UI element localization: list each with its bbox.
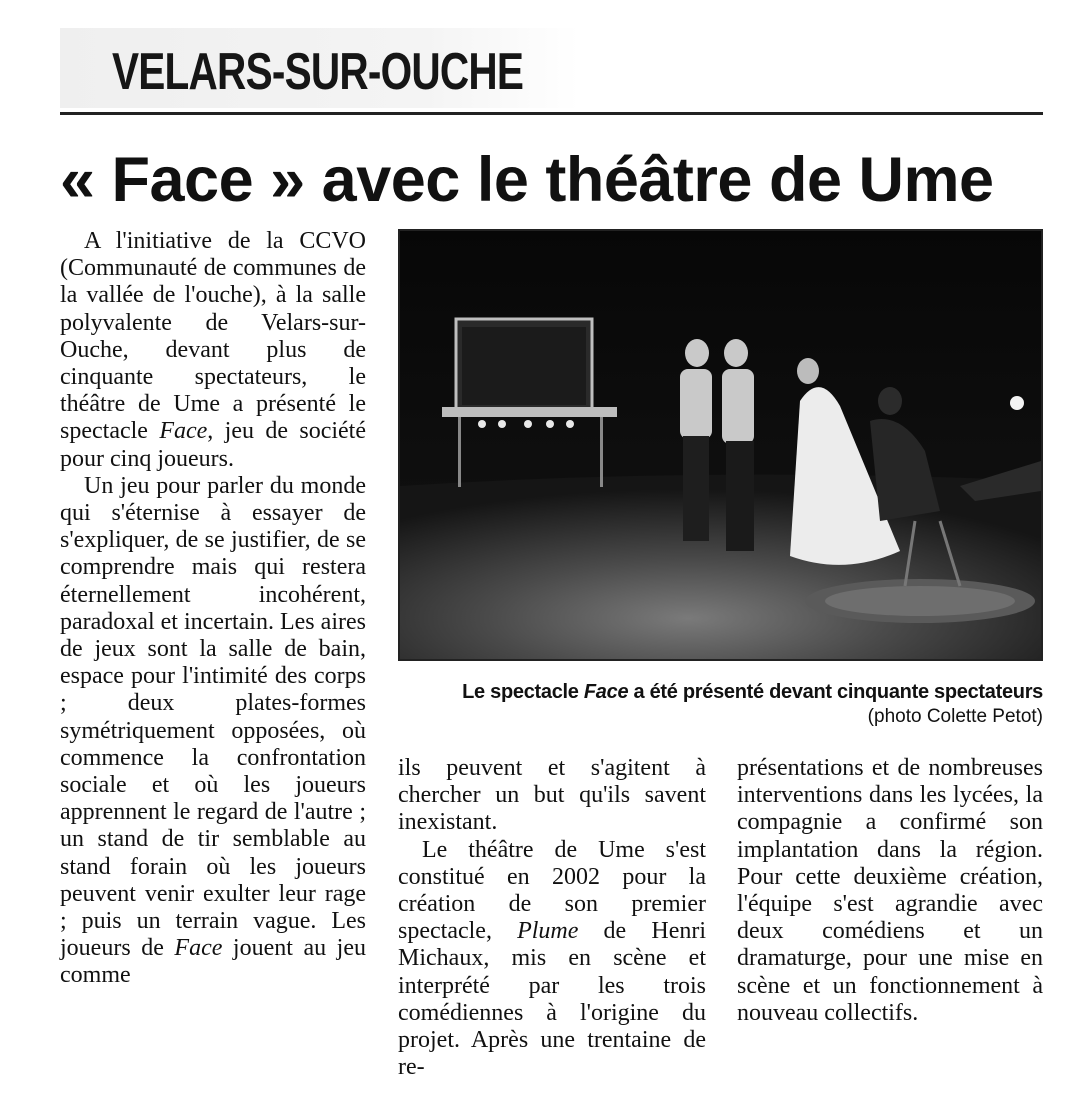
text-run: a été présenté devant cinquante spectateurs bbox=[628, 681, 1043, 703]
show-title: Face bbox=[174, 935, 223, 962]
show-title: Face bbox=[583, 681, 629, 703]
photo-caption bbox=[398, 681, 1043, 728]
section-kicker-band bbox=[60, 28, 580, 108]
text-run: jouent au jeu comme bbox=[60, 935, 366, 989]
paragraph bbox=[398, 837, 706, 1082]
paragraph bbox=[60, 228, 366, 473]
show-title: Face bbox=[159, 418, 208, 445]
text-run: Le spectacle bbox=[462, 681, 584, 703]
text-run: A l'initiative de la CCVO (Communauté de communes de la vallée de l'ouche), à la salle polyvalente de Velars-sur-Ouche, devant plus de cinquante spectateurs, le théâtre de Ume a présenté le spectacle bbox=[60, 228, 366, 445]
headline: « Face » avec le théâtre de Ume bbox=[60, 145, 994, 215]
kicker-rule bbox=[60, 112, 1043, 115]
stage-photo bbox=[398, 229, 1043, 661]
article-column-3 bbox=[737, 755, 1043, 1027]
article-column-2 bbox=[398, 755, 706, 1081]
paragraph: présentations et de nombreuses interventions dans les lycées, la compagnie a confirmé son implantation dans la région. Pour cette deuxième création, l'équipe s'est agrandie avec deux comédiens et un dramaturge, pour une mise en scène et un fonctionnement à nouveau collectifs. bbox=[737, 755, 1043, 1026]
text-run: de Henri Michaux, mis en scène et interprété par les trois comédiennes à l'origine du projet. Après une trentaine de re- bbox=[398, 918, 707, 1081]
article-column-1 bbox=[60, 228, 366, 990]
show-title: Plume bbox=[517, 918, 579, 945]
photo-credit: (photo Colette Petot) bbox=[867, 706, 1043, 727]
paragraph: ils peuvent et s'agitent à chercher un but qu'ils savent inexistant. bbox=[398, 755, 706, 836]
stage-photo-image bbox=[400, 231, 1041, 659]
section-kicker: VELARS-SUR-OUCHE bbox=[112, 43, 524, 101]
text-run: , jeu de société pour cinq joueurs. bbox=[60, 418, 366, 472]
paragraph bbox=[60, 473, 366, 990]
text-run: Un jeu pour parler du monde qui s'éternise à essayer de s'expliquer, de se justifier, de se comprendre mais qui restera éternellement incohérent, paradoxal et incertain. Les aires de jeux sont la salle de bain, espace pour l'intimité des corps ; deux plates-formes symétriquement opposées, où commence la confrontation sociale et où les joueurs apprennent le regard de l'autre ; un stand de tir semblable au stand forain où les joueurs peuvent venir exulter leur rage ; puis un terrain vague. Les joueurs de bbox=[60, 472, 366, 962]
caption-text bbox=[398, 681, 1043, 704]
text-run: Le théâtre de Ume s'est constitué en 2002 pour la création de son premier spectacle, bbox=[398, 836, 706, 945]
